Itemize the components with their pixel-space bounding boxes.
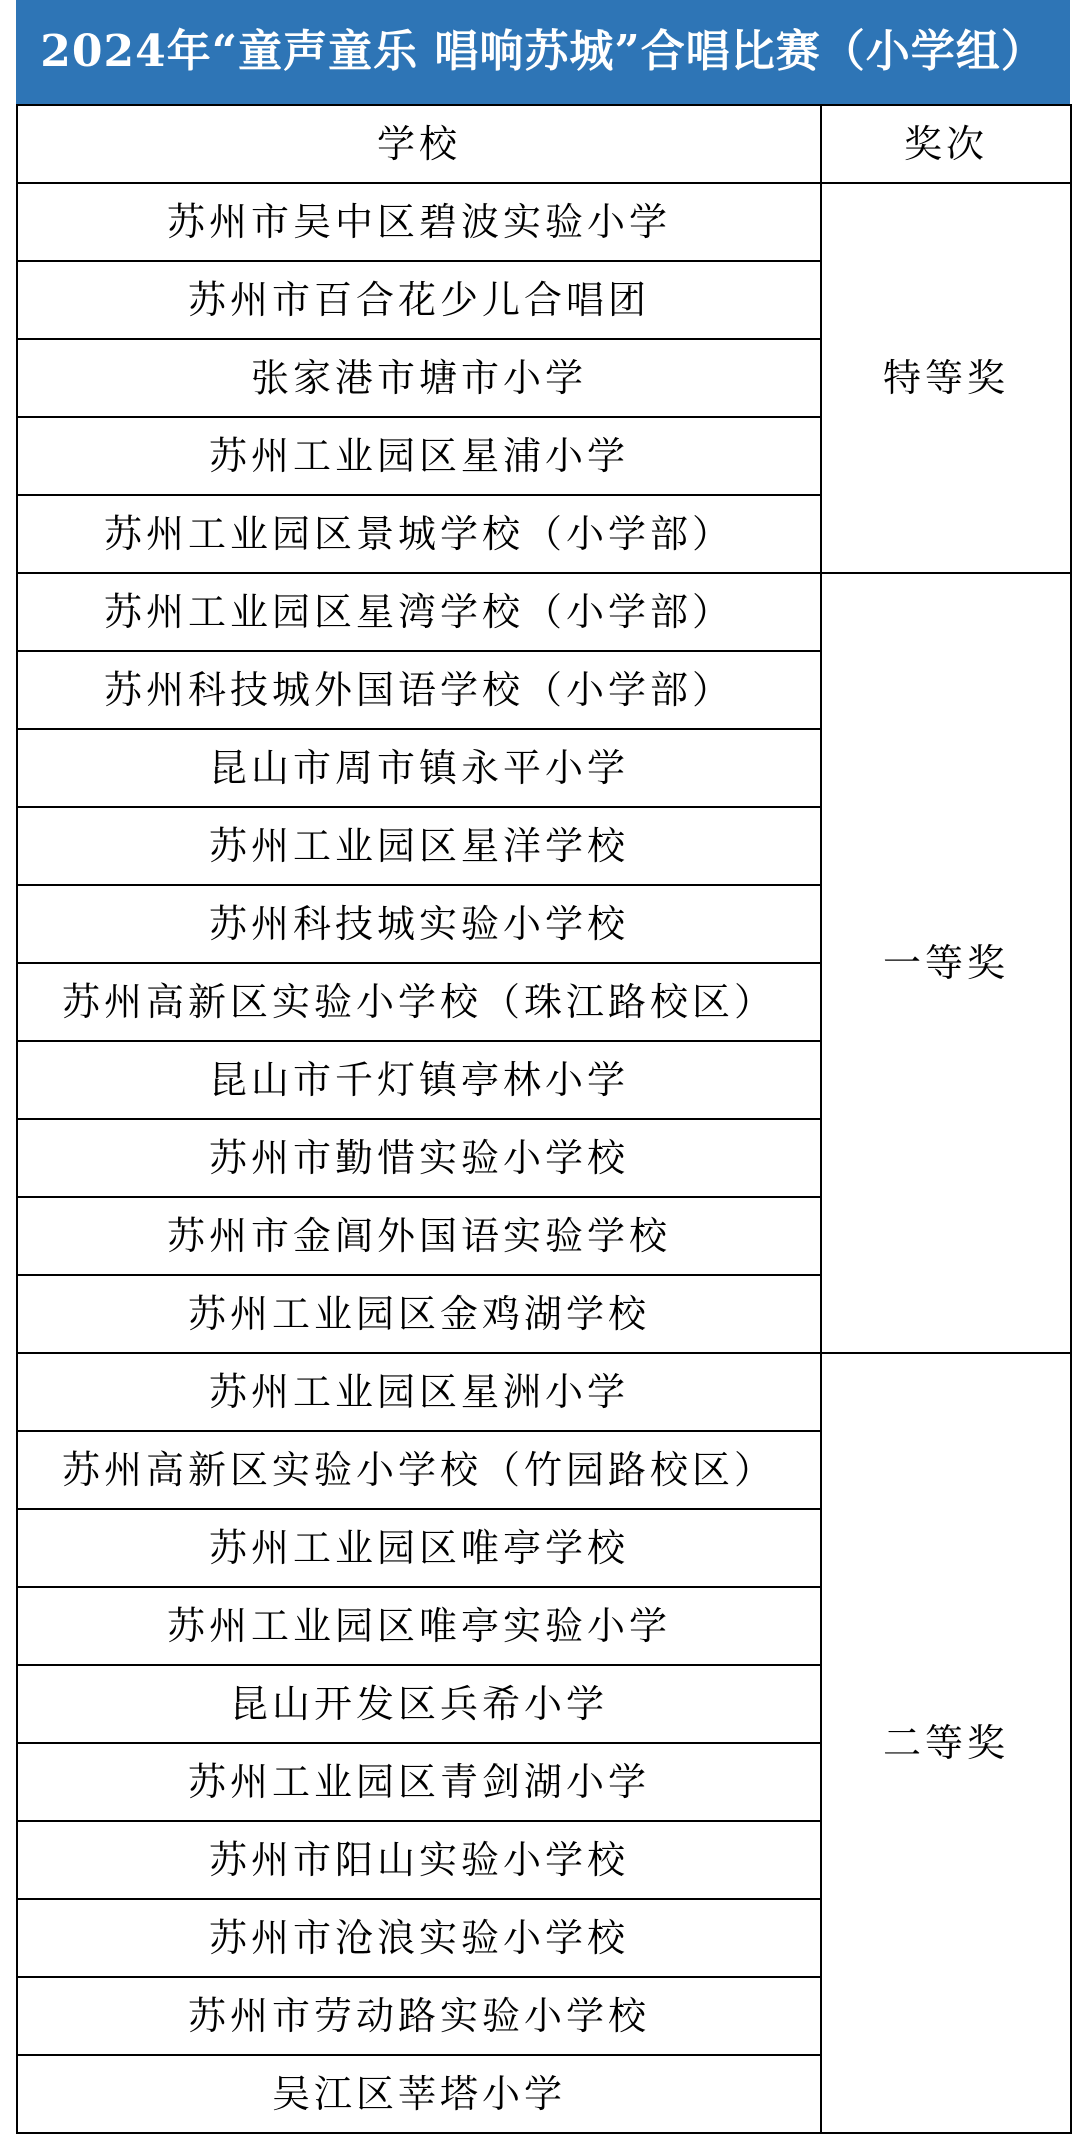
- table-row: [17, 1353, 1071, 1431]
- school-cell: 苏州高新区实验小学校（竹园路校区）: [17, 1431, 821, 1509]
- table-row: [17, 183, 1071, 261]
- school-cell: 苏州工业园区唯亭学校: [17, 1509, 821, 1587]
- school-cell: 苏州工业园区星浦小学: [17, 417, 821, 495]
- results-table: [16, 104, 1072, 2134]
- table-row: [17, 573, 1071, 651]
- school-cell: 苏州工业园区景城学校（小学部）: [17, 495, 821, 573]
- school-cell: 昆山市千灯镇亭林小学: [17, 1041, 821, 1119]
- school-cell: 苏州市沧浪实验小学校: [17, 1899, 821, 1977]
- school-cell: 苏州市金阊外国语实验学校: [17, 1197, 821, 1275]
- school-cell: 苏州工业园区星湾学校（小学部）: [17, 573, 821, 651]
- award-cell-first: 一等奖: [821, 573, 1071, 1353]
- header-row: [17, 105, 1071, 183]
- school-cell: 苏州工业园区星洋学校: [17, 807, 821, 885]
- column-header-school: 学校: [17, 105, 821, 183]
- award-cell-second: 二等奖: [821, 1353, 1071, 2133]
- school-cell: 苏州工业园区青剑湖小学: [17, 1743, 821, 1821]
- school-cell: 苏州工业园区唯亭实验小学: [17, 1587, 821, 1665]
- school-cell: 昆山开发区兵希小学: [17, 1665, 821, 1743]
- school-cell: 苏州市阳山实验小学校: [17, 1821, 821, 1899]
- award-cell-special: 特等奖: [821, 183, 1071, 573]
- school-cell: 苏州市百合花少儿合唱团: [17, 261, 821, 339]
- school-cell: 苏州高新区实验小学校（珠江路校区）: [17, 963, 821, 1041]
- school-cell: 吴江区莘塔小学: [17, 2055, 821, 2133]
- school-cell: 苏州市劳动路实验小学校: [17, 1977, 821, 2055]
- school-cell: 苏州科技城外国语学校（小学部）: [17, 651, 821, 729]
- school-cell: 苏州市勤惜实验小学校: [17, 1119, 821, 1197]
- school-cell: 张家港市塘市小学: [17, 339, 821, 417]
- school-cell: 苏州工业园区星洲小学: [17, 1353, 821, 1431]
- school-cell: 苏州科技城实验小学校: [17, 885, 821, 963]
- school-cell: 苏州工业园区金鸡湖学校: [17, 1275, 821, 1353]
- column-header-award: 奖次: [821, 105, 1071, 183]
- results-body: [17, 183, 1071, 2133]
- school-cell: 昆山市周市镇永平小学: [17, 729, 821, 807]
- page-title: 2024年“童声童乐 唱响苏城”合唱比赛（小学组）: [16, 0, 1070, 104]
- school-cell: 苏州市吴中区碧波实验小学: [17, 183, 821, 261]
